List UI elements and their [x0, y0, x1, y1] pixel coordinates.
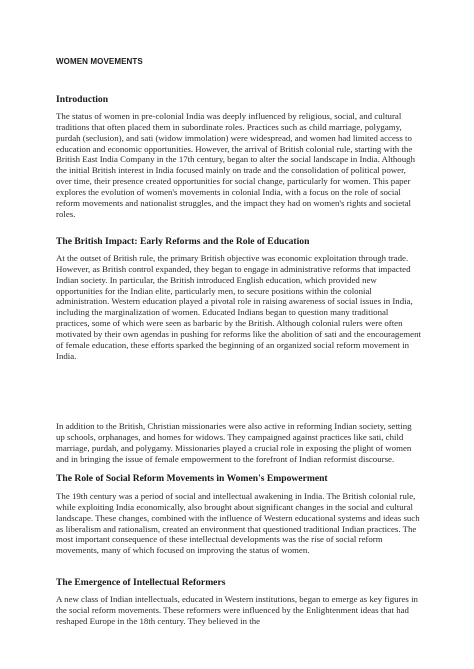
- paragraph-social-reform: The 19th century was a period of social and intellectual awakening in India. The British colonial rule, while exploiting India economically, also brought about significant changes in the social and cultural landscape. These changes, combined with the influence of Western educational systems and ideas such as liberalism and rationalism, created an environment that questioned traditional Indian practices. The most important consequence of these intellectual developments was the rise of social reform movements, many of which focused on improving the status of women.: [56, 491, 420, 556]
- document-title: WOMEN MOVEMENTS: [56, 57, 143, 66]
- paragraph-intellectual-reformers: A new class of Indian intellectuals, educated in Western institutions, began to emerge as key figures in the social reform movements. These reformers were influenced by the Enlightenment ideas that had reshaped Europe in the 18th century. They believed in the: [56, 594, 418, 626]
- section-heading-british-impact: The British Impact: Early Reforms and the Role of Education: [56, 236, 310, 247]
- paragraph-introduction: The status of women in pre-colonial India was deeply influenced by religious, social, and cultural traditions that often placed them in subordinate roles. Practices such as child marriage, polygamy, purdah (seclusion), and sati (widow immolation) were widespread, and women had limited access to education and economic opportunities. However, the arrival of British colonial rule, starting with the British East India Company in the 17th century, began to alter the social landscape in India. Although the initial British interest in India focused mainly on trade and the consolidation of political power, over time, their presence created opportunities for social change, particularly for women. This paper explores the evolution of women's movements in colonial India, with a focus on the role of social reform movements and nationalist struggles, and the impact they had on women's rights and societal roles.: [56, 111, 415, 219]
- section-heading-introduction: Introduction: [56, 94, 109, 105]
- paragraph-british-impact-1: At the outset of British rule, the primary British objective was economic exploitation through trade. However, as British control expanded, they began to engage in administrative reforms that impacted Indian society. In particular, the British introduced English education, which provided new opportunities for the Indian elite, particularly men, to secure positions within the colonial administration. Western education played a pivotal role in raising awareness of social issues in India, including the marginalization of women. Educated Indians began to question many traditional practices, some of which were seen as barbaric by the British. Although colonial rulers were often motivated by their own agendas in pushing for reforms like the abolition of sati and the encouragement of female education, these efforts sparked the beginning of an organized social reform movement in India.: [56, 253, 421, 361]
- section-heading-social-reform: The Role of Social Reform Movements in Women's Empowerment: [56, 473, 328, 484]
- document-page: [56, 0, 422, 669]
- paragraph-british-impact-2: In addition to the British, Christian missionaries were also active in reforming Indian society, setting up schools, orphanages, and homes for widows. They campaigned against practices like sati, child marriage, purdah, and polygamy. Missionaries played a crucial role in exposing the plight of women and in bringing the issue of female empowerment to the forefront of Indian reformist discourse.: [56, 421, 412, 464]
- section-heading-intellectual-reformers: The Emergence of Intellectual Reformers: [56, 577, 226, 588]
